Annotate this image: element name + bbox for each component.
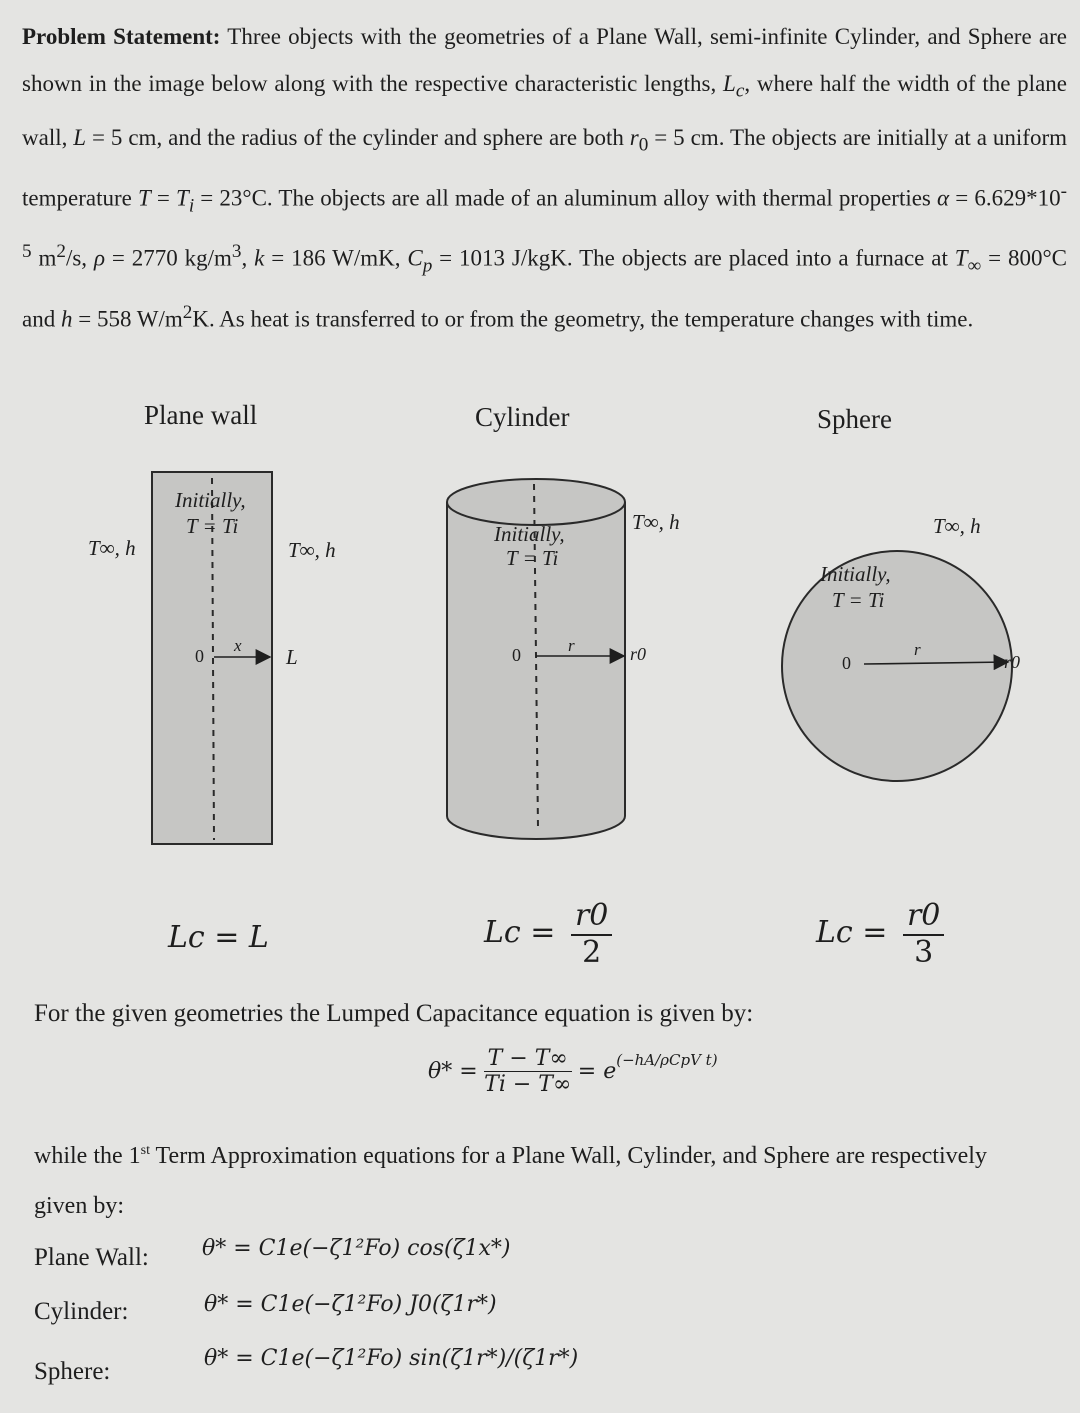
cylinder-lc-lhs: Lc = [484, 915, 556, 950]
sphere-r-label: r [914, 640, 921, 659]
sphere-ambient-label: T∞, h [933, 514, 981, 538]
plane-wall-lc: Lc = L [168, 920, 269, 955]
plane-wall-initially: Initially, [175, 488, 246, 512]
lumped-lhs: θ* = [428, 1059, 478, 1084]
cylinder-r0-label: r0 [630, 644, 647, 664]
sphere-lc-fraction [903, 898, 944, 970]
cylinder-init-temp: T = Ti [506, 546, 559, 570]
sphere-init-temp: T = Ti [832, 588, 885, 612]
cylinder-initially: Initially, [494, 522, 565, 546]
cylinder-top [447, 479, 625, 525]
sphere-zero: 0 [842, 653, 851, 673]
cylinder-zero: 0 [512, 645, 521, 665]
lumped-den: Ti − T∞ [484, 1072, 572, 1097]
first-term-intro: while the 1st Term Approximation equations for a Plane Wall, Cylinder, and Sphere are respectively given by: [34, 1143, 987, 1219]
plane-wall-equation: θ* = C1e(−ζ1²Fo) cos(ζ1x*) [202, 1236, 511, 1261]
cylinder-lc-fraction [571, 898, 612, 970]
cylinder-ambient-label: T∞, h [632, 510, 680, 534]
sphere-lc-lhs: Lc = [816, 915, 888, 950]
cylinder-title: Cylinder [475, 402, 570, 432]
lumped-fraction [484, 1046, 572, 1097]
cylinder-r-label: r [568, 636, 575, 655]
lumped-equation [428, 1046, 718, 1097]
sphere-title: Sphere [817, 404, 892, 434]
sphere-r0-label: r0 [1004, 652, 1021, 672]
cylinder-lc-den: 2 [582, 935, 602, 970]
lumped-rhs: = e [577, 1059, 617, 1084]
plane-wall-right-label: T∞, h [288, 538, 336, 562]
cylinder-lc-num: r0 [571, 898, 612, 936]
lumped-exponent: (−hA/ρCpV t) [616, 1050, 718, 1069]
plane-wall-title: Plane wall [144, 400, 258, 430]
cylinder-equation: θ* = C1e(−ζ1²Fo) J0(ζ1r*) [204, 1292, 497, 1317]
geometry-figure [0, 380, 1080, 1000]
plane-wall-init-temp: T = Ti [186, 514, 239, 538]
sphere-lc-num: r0 [903, 898, 944, 936]
plane-wall-eq-label: Plane Wall: [34, 1244, 149, 1271]
plane-wall-left-label: T∞, h [88, 536, 136, 560]
sphere-lc [816, 898, 944, 970]
plane-wall-x-label: x [234, 636, 242, 655]
sphere-eq-label: Sphere: [34, 1358, 111, 1385]
sphere-lc-den: 3 [914, 935, 934, 970]
lumped-intro: For the given geometries the Lumped Capacitance equation is given by: [34, 1000, 754, 1027]
problem-statement: Problem Statement: Three objects with the geometries of a Plane Wall, semi-infinite Cylinder, and Sphere are shown in the image below along with the respective characteristic lengths, $L_c$, where half the width of the plane wall, L = 5 cm, and the radius of the cylinder and sphere are both $r_0 = 5$ cm. The objects are initially at a uniform temperature $T = T_i = 23^\circ C$. The objects are all made of an aluminum alloy with thermal properties $\alpha = 6.629*10^{-5}$ $m^2/s$, ρ = 2770 $kg/m^3$, k = 186 W/mK, $C_p = 1013$ J/kgK. The objects are placed into a furnace at $T_\infty = 800^\circ C$ and h = 558 $W/m^2K$. As heat is transferred to or from the geometry, the temperature changes with time. [22, 24, 1068, 332]
lumped-num: T − T∞ [484, 1046, 572, 1072]
plane-wall-l-label: L [286, 645, 298, 669]
problem-heading: Problem Statement: [22, 24, 221, 49]
cylinder-lc [484, 898, 612, 970]
cylinder-eq-label: Cylinder: [34, 1298, 129, 1325]
plane-wall-zero: 0 [195, 646, 204, 666]
sphere-initially: Initially, [820, 562, 891, 586]
sphere-equation: θ* = C1e(−ζ1²Fo) sin(ζ1r*)/(ζ1r*) [204, 1346, 579, 1371]
sphere-shape [782, 551, 1012, 781]
